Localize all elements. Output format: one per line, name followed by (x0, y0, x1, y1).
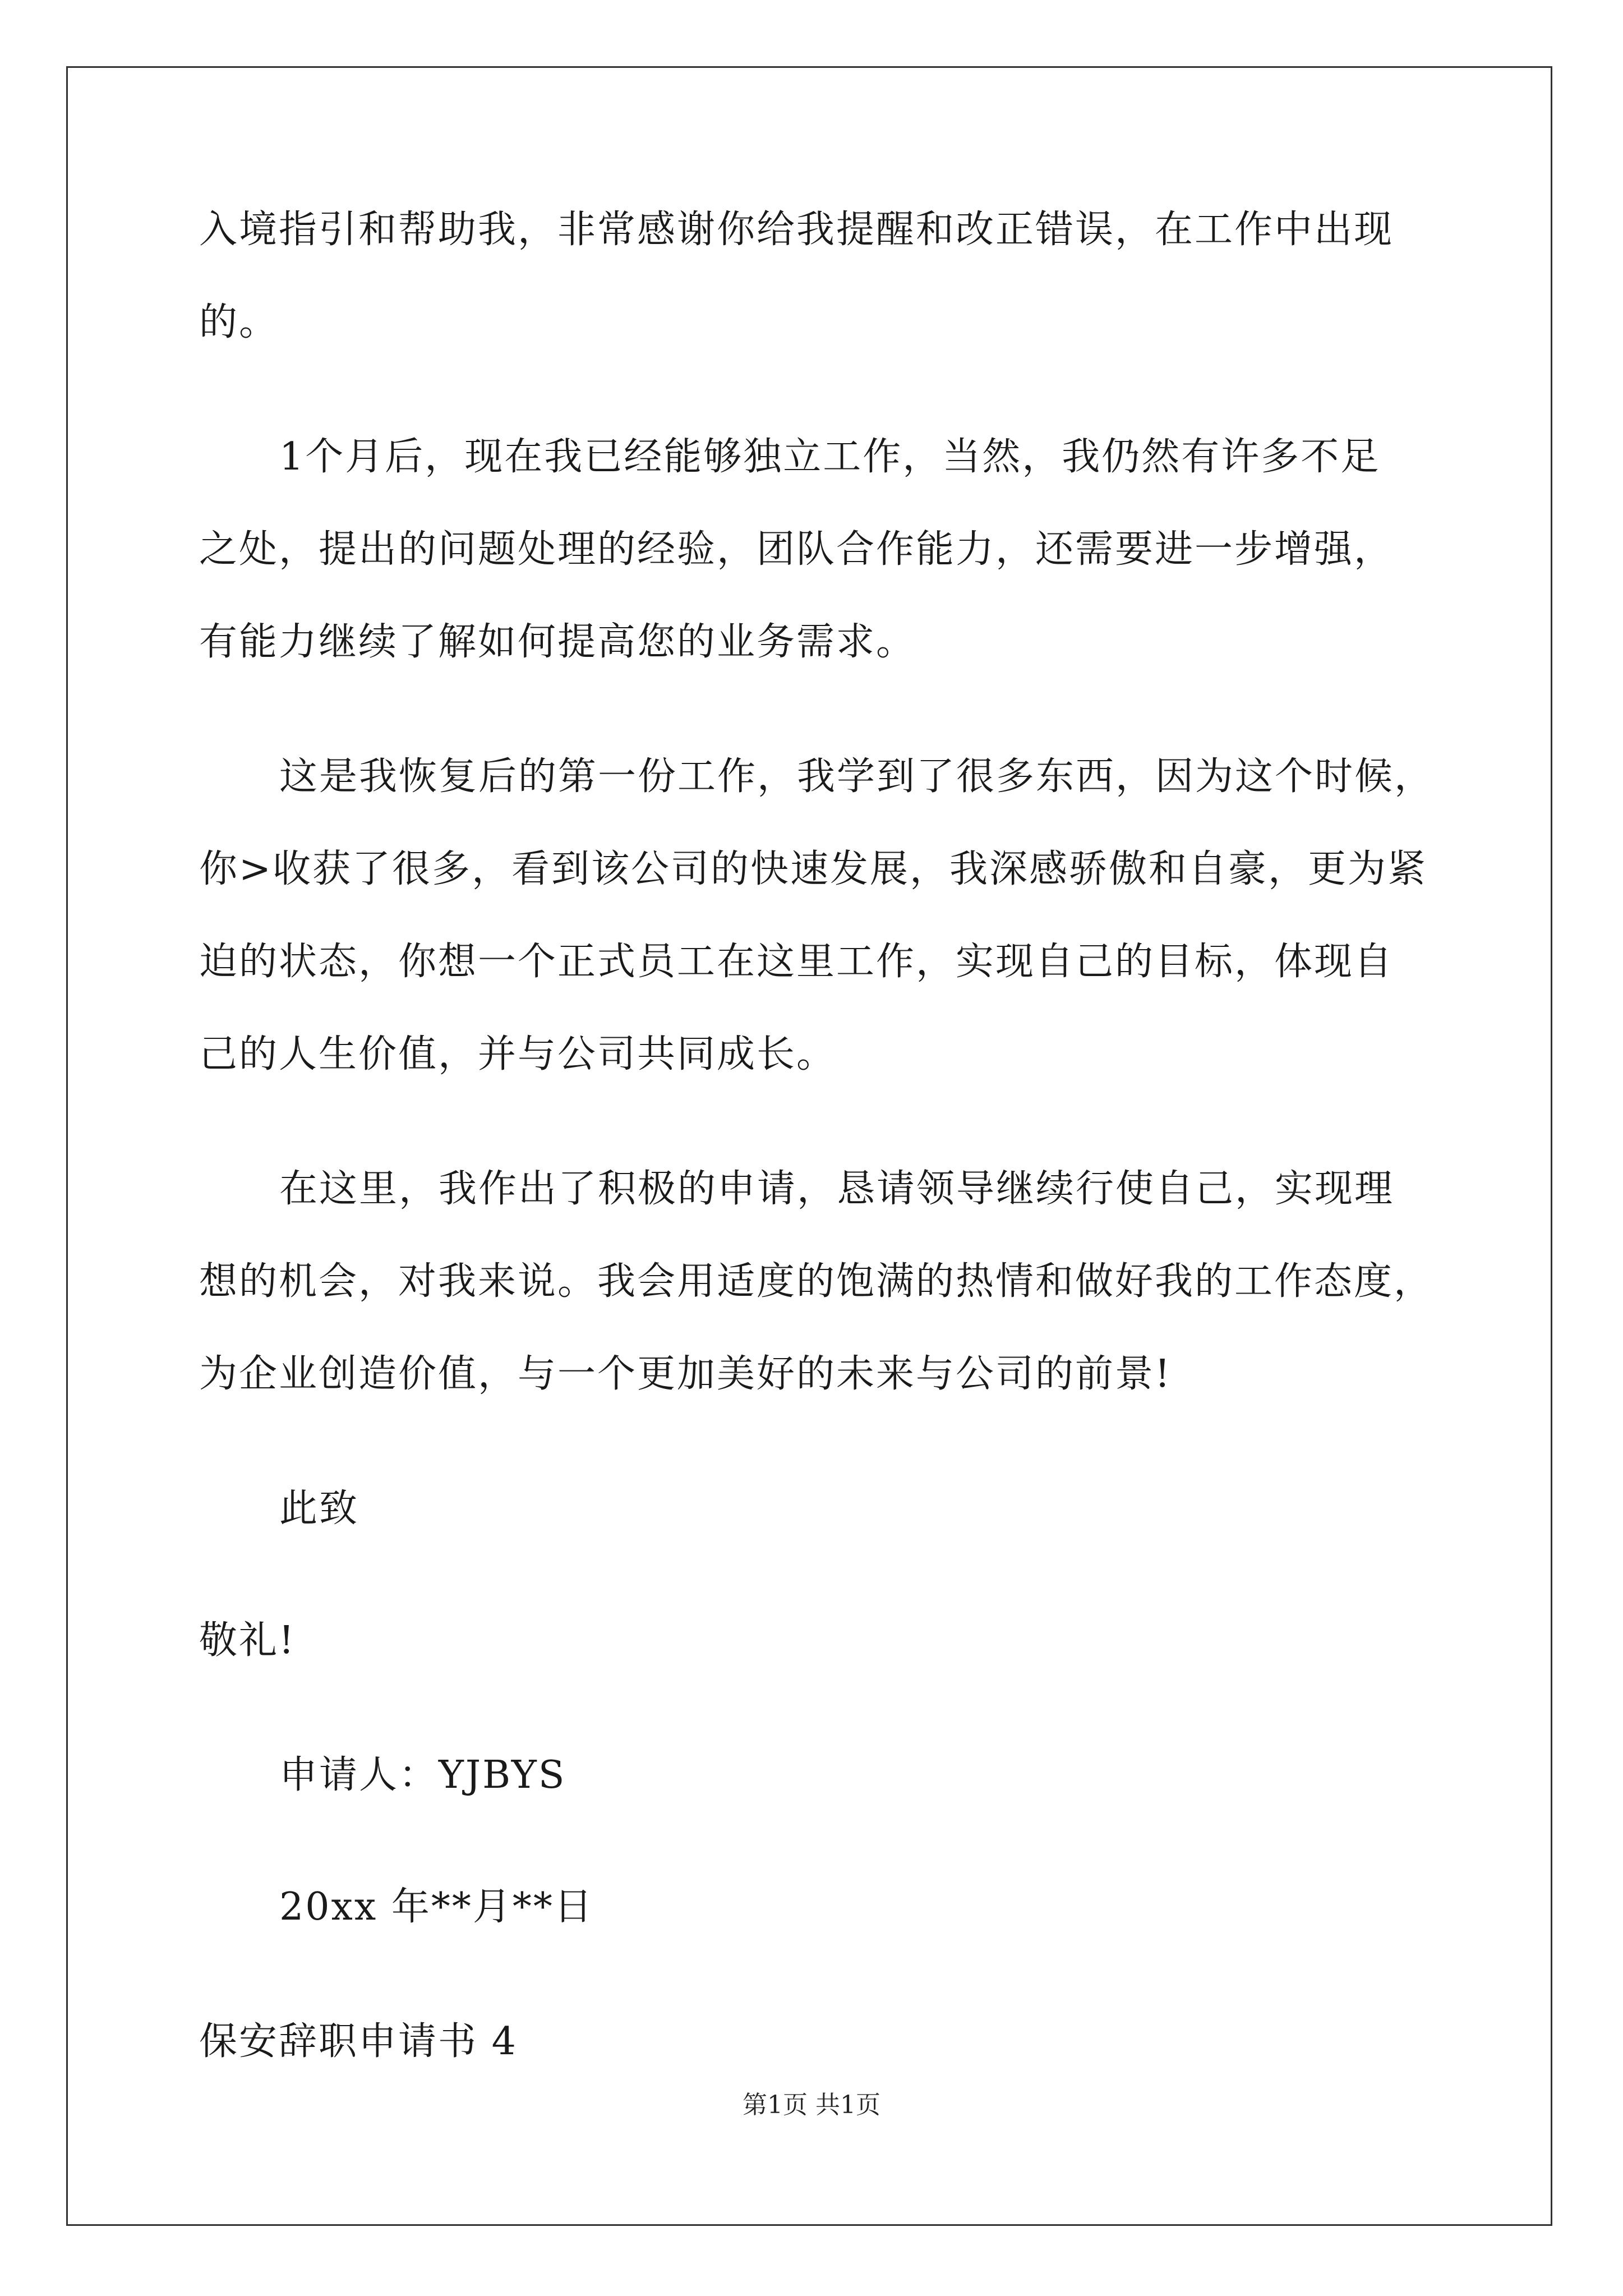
section-heading: 保安辞职申请书 4 (199, 2019, 518, 2064)
text-line: 有能力继续了解如何提高您的业务需求。 (199, 620, 916, 664)
text-line: 在这里，我作出了积极的申请，恳请领导继续行使自己，实现理 (279, 1167, 1395, 1211)
text-line: 为企业创造价值，与一个更加美好的未来与公司的前景! (199, 1352, 1172, 1396)
text-line: 己的人生价值，并与公司共同成长。 (199, 1032, 837, 1076)
text-line: 你>收获了很多，看到该公司的快速发展，我深感骄傲和自豪，更为紧 (199, 847, 1427, 891)
applicant-line: 申请人：YJBYS (279, 1753, 566, 1797)
closing-phrase: 此致 (279, 1487, 359, 1531)
date-line: 20xx 年**月**日 (279, 1885, 594, 1929)
text-line: 想的机会，对我来说。我会用适度的饱满的热情和做好我的工作态度， (199, 1259, 1434, 1304)
text-line: 这是我恢复后的第一份工作，我学到了很多东西，因为这个时候， (279, 754, 1435, 799)
text-line: 1个月后，现在我已经能够独立工作，当然，我仍然有许多不足 (279, 435, 1381, 479)
salutation: 敬礼! (199, 1618, 296, 1663)
page-footer: 第1页 共1页 (743, 2091, 880, 2119)
text-line: 之处，提出的问题处理的经验，团队合作能力，还需要进一步增强， (199, 527, 1394, 572)
text-line: 的。 (199, 300, 279, 344)
text-line: 入境指引和帮助我，非常感谢你给我提醒和改正错误，在工作中出现 (199, 208, 1394, 252)
text-line: 迫的状态，你想一个正式员工在这里工作，实现自己的目标，体现自 (199, 940, 1394, 984)
